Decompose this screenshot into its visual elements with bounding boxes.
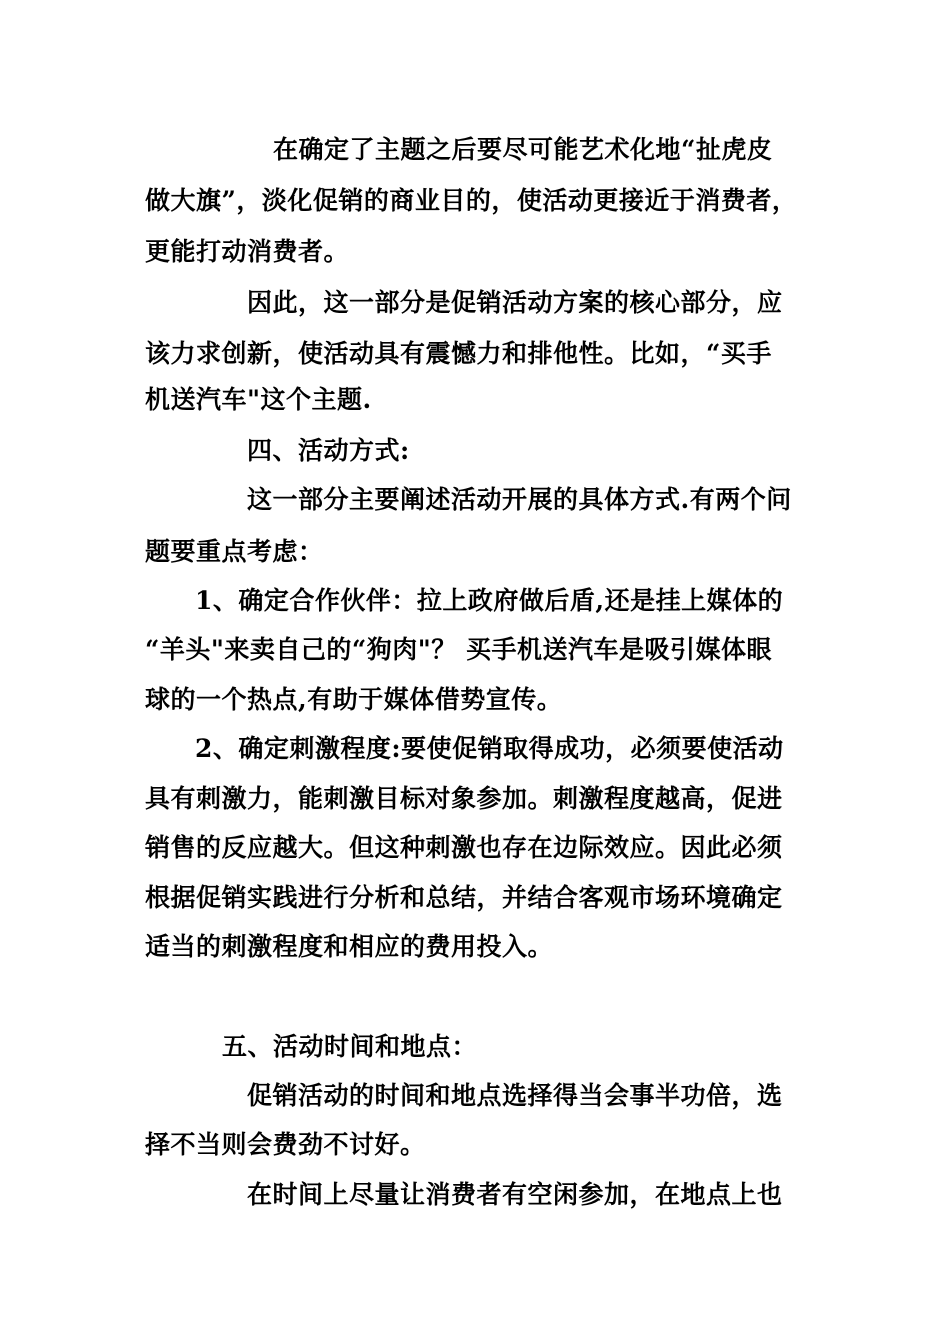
text-line: 该力求创新，使活动具有震憾力和排他性。比如，“买手 [145, 339, 772, 368]
text-line: 在时间上尽量让消费者有空闲参加，在地点上也 [247, 1180, 783, 1209]
text-line: 择不当则会费劲不讨好。 [145, 1130, 426, 1159]
list-item-line: 具有刺激力，能刺激目标对象参加。刺激程度越高，促进 [145, 784, 783, 813]
text-line: 更能打动消费者。 [145, 237, 350, 266]
text-line: 在确定了主题之后要尽可能艺术化地“扯虎皮 [273, 135, 773, 164]
section-heading: 五、活动时间和地点： [222, 1032, 478, 1061]
list-item-line: 1、确定合作伙伴：拉上政府做后盾,还是挂上媒体的 [195, 586, 784, 615]
list-item-line: 球的一个热点,有助于媒体借势宣传。 [145, 685, 563, 714]
list-item-line: “羊头"来卖自己的“狗肉"？ 买手机送汽车是吸引媒体眼 [145, 635, 773, 664]
section-heading: 四、活动方式: [247, 436, 410, 465]
list-item-line: 适当的刺激程度和相应的费用投入。 [145, 932, 554, 961]
list-item-line: 销售的反应越大。但这种刺激也存在边际效应。因此必须 [145, 833, 783, 862]
text-line: 机送汽车"这个主题. [145, 385, 372, 414]
text-line: 做大旗”，淡化促销的商业目的，使活动更接近于消费者， [145, 186, 798, 215]
text-line: 促销活动的时间和地点选择得当会事半功倍，选 [247, 1081, 783, 1110]
list-item-line: 根据促销实践进行分析和总结，并结合客观市场环境确定 [145, 883, 783, 912]
text-line: 这一部分主要阐述活动开展的具体方式.有两个问 [247, 485, 792, 514]
list-item-line: 2、确定刺激程度:要使促销取得成功，必须要使活动 [195, 734, 784, 763]
text-line: 题要重点考虑： [145, 537, 324, 566]
text-line: 因此，这一部分是促销活动方案的核心部分，应 [247, 288, 783, 317]
